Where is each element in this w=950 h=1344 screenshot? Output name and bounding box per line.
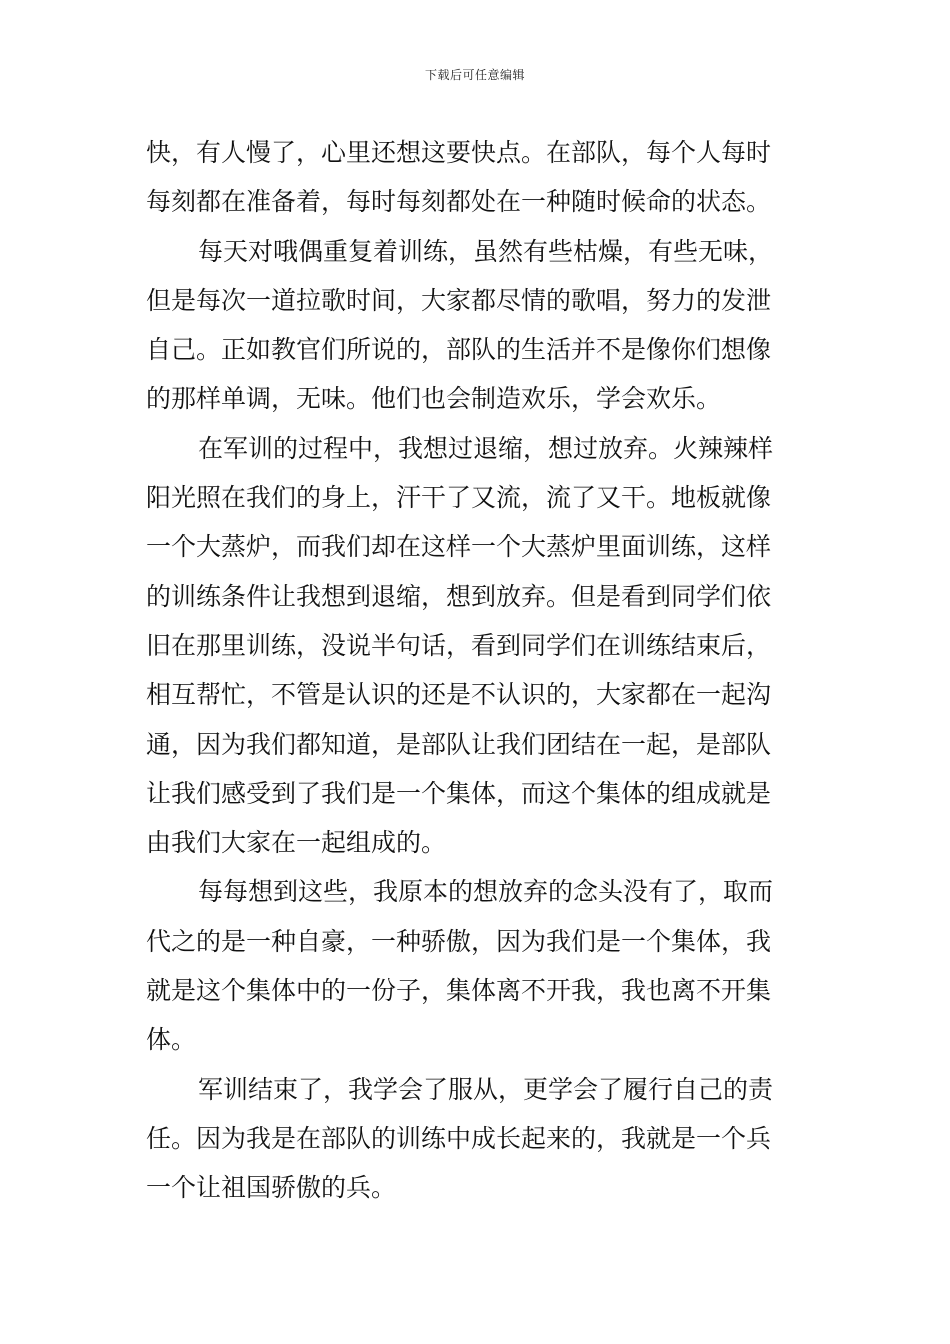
text-line: 但是每次一道拉歌时间，大家都尽情的歌唱，努力的发泄 xyxy=(146,285,772,315)
text-line: 军训结束了，我学会了服从，更学会了履行自己的责 xyxy=(198,1074,774,1104)
page-header: 下载后可任意编辑 xyxy=(424,68,525,82)
text-line: 的那样单调，无味。他们也会制造欢乐，学会欢乐。 xyxy=(146,384,722,414)
text-line: 让我们感受到了我们是一个集体，而这个集体的组成就是 xyxy=(146,778,772,808)
text-line: 体。 xyxy=(146,1025,197,1055)
text-line: 通，因为我们都知道，是部队让我们团结在一起，是部队 xyxy=(146,729,772,759)
text-line: 在军训的过程中，我想过退缩，想过放弃。火辣辣样 xyxy=(198,433,774,463)
document-body xyxy=(146,128,808,1213)
text-line: 每每想到这些，我原本的想放弃的念头没有了，取而 xyxy=(198,877,774,907)
text-line: 每刻都在准备着，每时每刻都处在一种随时候命的状态。 xyxy=(146,187,772,217)
text-line: 一个大蒸炉，而我们却在这样一个大蒸炉里面训练，这样 xyxy=(146,532,772,562)
text-line: 每天对哦偶重复着训练，虽然有些枯燥，有些无味， xyxy=(198,236,774,266)
text-line: 自己。正如教官们所说的，部队的生活并不是像你们想像 xyxy=(146,335,772,365)
text-line: 阳光照在我们的身上，汗干了又流，流了又干。地板就像 xyxy=(146,483,772,513)
text-line: 代之的是一种自豪，一种骄傲，因为我们是一个集体，我 xyxy=(146,926,772,956)
text-line: 任。因为我是在部队的训练中成长起来的，我就是一个兵 xyxy=(146,1123,772,1153)
text-line: 由我们大家在一起组成的。 xyxy=(146,828,447,858)
text-line: 一个让祖国骄傲的兵。 xyxy=(146,1173,397,1203)
text-line: 相互帮忙，不管是认识的还是不认识的，大家都在一起沟 xyxy=(146,680,772,710)
text-line: 就是这个集体中的一份子，集体离不开我，我也离不开集 xyxy=(146,976,772,1006)
text-line: 旧在那里训练，没说半句话，看到同学们在训练结束后， xyxy=(146,630,772,660)
text-line: 快，有人慢了，心里还想这要快点。在部队，每个人每时 xyxy=(146,138,772,167)
text-line: 的训练条件让我想到退缩，想到放弃。但是看到同学们依 xyxy=(146,581,772,611)
